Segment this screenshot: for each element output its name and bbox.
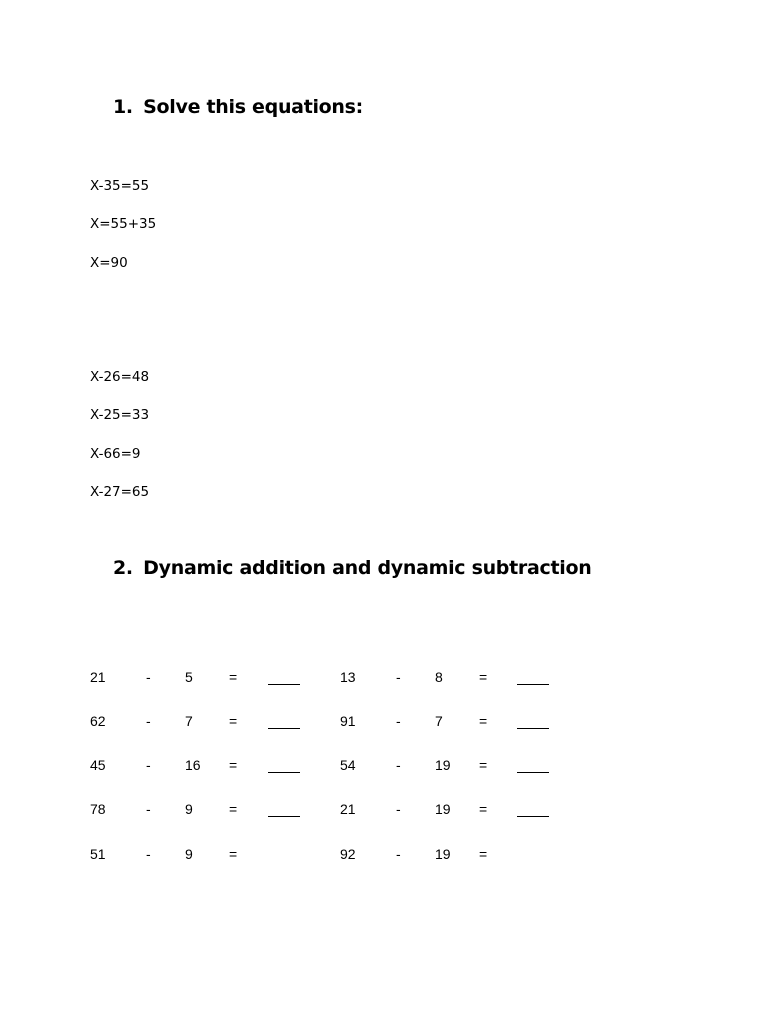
left-minuend: 45 bbox=[90, 757, 106, 773]
right-minuend: 91 bbox=[340, 713, 356, 729]
left-minuend: 78 bbox=[90, 801, 106, 817]
left-equals-sign: = bbox=[229, 713, 238, 729]
left-minus-sign: - bbox=[146, 757, 151, 773]
section-1-title: Solve this equations: bbox=[143, 96, 363, 118]
left-subtrahend: 9 bbox=[185, 801, 193, 817]
right-minuend: 13 bbox=[340, 669, 356, 685]
subtraction-row bbox=[0, 713, 768, 743]
exercise-equation: X-27=65 bbox=[90, 484, 150, 500]
right-equals-sign: = bbox=[479, 801, 488, 817]
right-answer-blank bbox=[517, 728, 549, 729]
left-subtrahend: 16 bbox=[185, 757, 201, 773]
example-equation-line: X=55+35 bbox=[90, 216, 157, 232]
left-equals-sign: = bbox=[229, 669, 238, 685]
right-minuend: 54 bbox=[340, 757, 356, 773]
right-minus-sign: - bbox=[396, 757, 401, 773]
right-minuend: 21 bbox=[340, 801, 356, 817]
subtraction-row bbox=[0, 846, 768, 876]
section-2-heading bbox=[113, 557, 591, 579]
right-subtrahend: 8 bbox=[435, 669, 443, 685]
left-answer-blank bbox=[268, 772, 300, 773]
left-answer-blank bbox=[268, 816, 300, 817]
right-subtrahend: 7 bbox=[435, 713, 443, 729]
right-equals-sign: = bbox=[479, 713, 488, 729]
subtraction-row bbox=[0, 801, 768, 831]
right-equals-sign: = bbox=[479, 757, 488, 773]
right-equals-sign: = bbox=[479, 669, 488, 685]
exercise-equation: X-66=9 bbox=[90, 446, 141, 462]
right-minus-sign: - bbox=[396, 669, 401, 685]
exercise-equation: X-25=33 bbox=[90, 407, 150, 423]
left-answer-blank bbox=[268, 684, 300, 685]
right-minuend: 92 bbox=[340, 846, 356, 862]
section-1-heading bbox=[113, 96, 363, 118]
right-minus-sign: - bbox=[396, 713, 401, 729]
right-subtrahend: 19 bbox=[435, 801, 451, 817]
section-2-number: 2. bbox=[113, 557, 133, 579]
left-minuend: 21 bbox=[90, 669, 106, 685]
left-minus-sign: - bbox=[146, 801, 151, 817]
right-equals-sign: = bbox=[479, 846, 488, 862]
example-equation-line: X-35=55 bbox=[90, 178, 150, 194]
left-minus-sign: - bbox=[146, 669, 151, 685]
left-equals-sign: = bbox=[229, 801, 238, 817]
section-1-number: 1. bbox=[113, 96, 133, 118]
left-minuend: 62 bbox=[90, 713, 106, 729]
right-minus-sign: - bbox=[396, 801, 401, 817]
right-answer-blank bbox=[517, 684, 549, 685]
left-minus-sign: - bbox=[146, 713, 151, 729]
subtraction-row bbox=[0, 757, 768, 787]
example-equation-line: X=90 bbox=[90, 255, 128, 271]
left-equals-sign: = bbox=[229, 757, 238, 773]
left-subtrahend: 9 bbox=[185, 846, 193, 862]
section-2-title: Dynamic addition and dynamic subtraction bbox=[143, 557, 592, 579]
right-subtrahend: 19 bbox=[435, 757, 451, 773]
left-minuend: 51 bbox=[90, 846, 106, 862]
left-equals-sign: = bbox=[229, 846, 238, 862]
right-answer-blank bbox=[517, 816, 549, 817]
left-subtrahend: 7 bbox=[185, 713, 193, 729]
right-answer-blank bbox=[517, 772, 549, 773]
subtraction-row bbox=[0, 669, 768, 699]
left-subtrahend: 5 bbox=[185, 669, 193, 685]
exercise-equation: X-26=48 bbox=[90, 369, 150, 385]
left-minus-sign: - bbox=[146, 846, 151, 862]
left-answer-blank bbox=[268, 728, 300, 729]
right-minus-sign: - bbox=[396, 846, 401, 862]
right-subtrahend: 19 bbox=[435, 846, 451, 862]
